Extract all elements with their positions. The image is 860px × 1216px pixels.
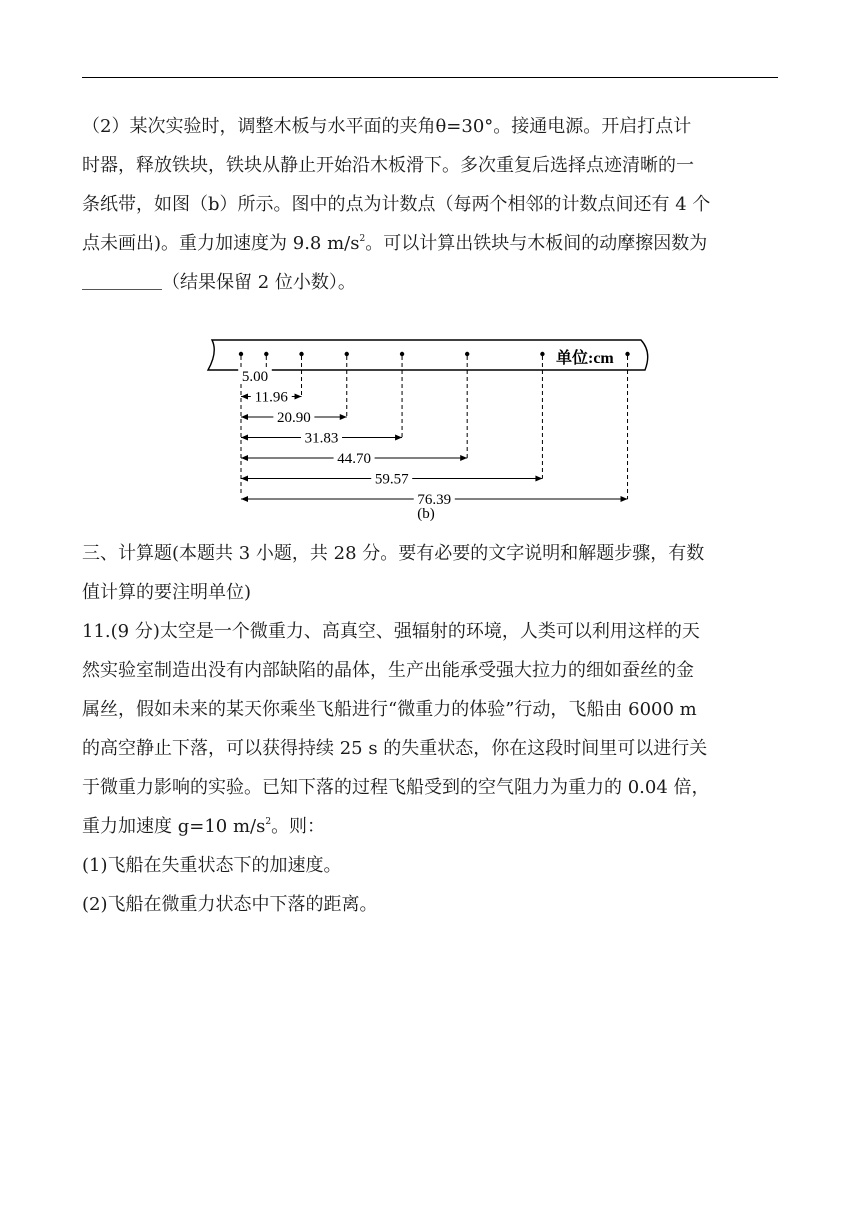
tape-dot xyxy=(540,352,544,356)
dimension-label: 11.96 xyxy=(254,389,288,406)
q11-sub-1: (1)飞船在失重状态下的加速度。 xyxy=(82,855,342,876)
arrow-left xyxy=(241,414,248,420)
dimension-label: 76.39 xyxy=(417,492,452,508)
q10-line-1: （2）某次实验时，调整木板与水平面的夹角θ=30°。接通电源。开启打点计 xyxy=(82,116,692,137)
dimension-label: 31.83 xyxy=(304,430,339,447)
q11-line-2: 然实验室制造出没有内部缺陷的晶体，生产出能承受强大拉力的细如蚕丝的金 xyxy=(82,660,694,681)
dimension-label: 44.70 xyxy=(337,451,371,467)
tape-dot xyxy=(400,352,404,356)
arrow-right xyxy=(460,455,467,461)
dimension-label: 59.57 xyxy=(374,471,409,488)
q10-line-4-sup: 2 xyxy=(359,234,366,244)
arrow-left xyxy=(241,476,248,482)
arrow-left xyxy=(241,435,248,441)
answer-blank[interactable] xyxy=(82,269,162,290)
tape-figure xyxy=(200,334,660,524)
section3-line-1: 三、计算题(本题共 3 小题，共 28 分。要有必要的文字说明和解题步骤，有数 xyxy=(82,543,705,564)
unit-label: 单位:cm xyxy=(556,350,614,367)
q11-line-6-a: 重力加速度 g=10 m/s xyxy=(82,816,266,837)
tape-dot xyxy=(345,352,349,356)
tape-dot xyxy=(239,352,243,356)
q10-line-5 xyxy=(82,268,356,294)
arrow-right xyxy=(340,414,347,420)
q11-line-1: 11.(9 分)太空是一个微重力、高真空、强辐射的环境，人类可以利用这样的天 xyxy=(82,621,700,642)
arrow-right xyxy=(621,496,628,502)
arrow-left xyxy=(241,455,248,461)
arrow-right xyxy=(395,435,402,441)
dimension-lines xyxy=(238,356,627,508)
q11-line-4: 的高空静止下落，可以获得持续 25 s 的失重状态，你在这段时间里可以进行关 xyxy=(82,738,708,759)
arrow-right xyxy=(535,476,542,482)
q11-sub-2: (2)飞船在微重力状态中下落的距离。 xyxy=(82,894,378,915)
q10-line-4-a: 点未画出)。重力加速度为 9.8 m/s xyxy=(82,233,360,254)
q10-line-5-text: （结果保留 2 位小数）。 xyxy=(162,272,356,293)
dimension-label: 5.00 xyxy=(241,369,269,385)
arrow-left xyxy=(241,394,248,400)
q11-line-6 xyxy=(82,812,325,838)
q10-line-2: 时器，释放铁块，铁块从静止开始沿木板滑下。多次重复后选择点迹清晰的一 xyxy=(82,155,694,176)
header-rule xyxy=(82,77,778,78)
q11-line-5: 于微重力影响的实验。已知下落的过程飞船受到的空气阻力为重力的 0.04 倍， xyxy=(82,777,710,798)
arrow-left xyxy=(241,496,248,502)
tape-dot xyxy=(299,352,303,356)
q10-line-4-b: 。可以计算出铁块与木板间的动摩擦因数为 xyxy=(365,233,708,254)
q11-line-6-sup: 2 xyxy=(265,817,272,827)
tape-dot xyxy=(625,352,629,356)
section3-line-2: 值计算的要注明单位) xyxy=(82,582,252,603)
dimension-label: 20.90 xyxy=(277,410,311,426)
q11-line-3: 属丝，假如未来的某天你乘坐飞船进行“微重力的体验”行动，飞船由 6000 m xyxy=(82,699,697,720)
q10-line-4 xyxy=(82,229,707,255)
tape-dot xyxy=(264,352,268,356)
q10-line-3: 条纸带，如图（b）所示。图中的点为计数点（每两个相邻的计数点间还有 4 个 xyxy=(82,194,711,215)
arrow-right xyxy=(295,394,302,400)
figure-caption: (b) xyxy=(417,506,435,522)
q11-line-6-b: 。则： xyxy=(271,816,326,837)
tape-dot xyxy=(465,352,469,356)
